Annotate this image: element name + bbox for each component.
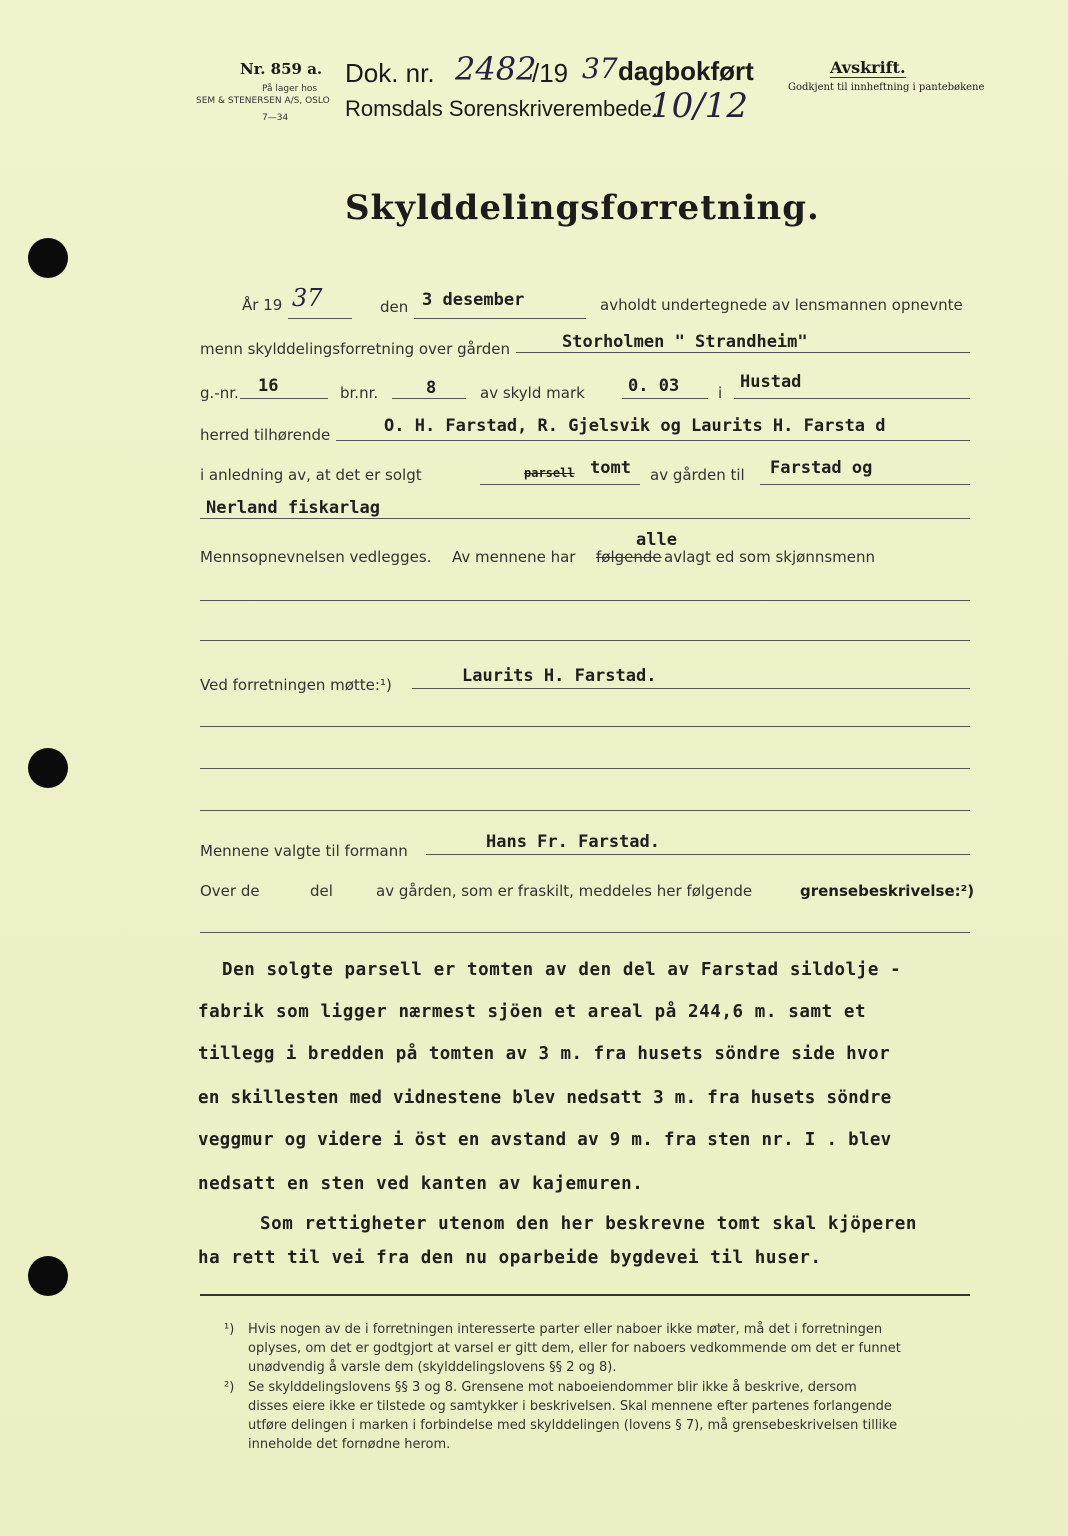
body-line-7: Som rettigheter utenom den her beskrevne tomt skal kjöperen [260,1214,918,1234]
skyld-label: av skyld mark [480,384,585,402]
publisher-line3: 7—34 [262,113,289,123]
brnr-underline [392,398,466,399]
body-line-1: Den solgte parsell er tomten av den del av Farstad sildolje - [222,960,902,980]
den-underline [414,318,586,319]
brnr-value: 8 [426,378,437,398]
i-label: i [718,384,723,402]
den-value: 3 desember [422,290,525,310]
footnote-1-line-1: Hvis nogen av de i forretningen interesserte parter eller naboer ikke møter, må det i forretningen [248,1322,883,1337]
den-label: den [380,298,409,316]
buyer-value-1: Farstad og [770,458,873,478]
publisher-line2: SEM & STENERSEN A/S, OSLO [196,96,330,106]
ar-value: 37 [292,284,323,312]
footnote-2-line-1: Se skylddelingslovens §§ 3 og 8. Grensene mot naboeiendommer blir ikke å beskrive, dersom [248,1380,857,1395]
doc-nr-value: 2482 [455,50,537,88]
publisher-line1: På lager hos [262,84,318,94]
footnote-1-marker: ¹) [224,1322,235,1337]
blank-line-1 [200,600,970,601]
alle-value: alle [636,530,677,550]
buyer-value-2: Nerland fiskarlag [206,498,380,518]
year-value: 37 [582,52,618,85]
dagbokfort-label: dagbokført [618,56,754,86]
garden-til-label: av gården til [650,466,745,484]
folgende-struck: følgende [596,548,662,566]
blank-line-2 [200,640,970,641]
fraskilt-label: av gården, som er fraskilt, meddeles her følgende [376,882,753,900]
ar-underline [288,318,352,319]
body-line-2: fabrik som ligger nærmest sjöen et areal på 244,6 m. samt et [198,1002,867,1022]
footnote-2-line-3: utføre delingen i marken i forbindelse med skylddelingen (lovens § 7), må grensebeskrivelsen tillike [248,1418,898,1433]
gnr-underline [240,398,328,399]
punch-hole-bottom [28,1256,68,1296]
av-mennene-label: Av mennene har [452,548,576,566]
footnote-2-marker: ²) [224,1380,235,1395]
body-line-6: nedsatt en sten ved kanten av kajemuren. [198,1174,644,1194]
buyer-underline-2 [200,518,970,519]
ar-label: År 19 [242,296,283,314]
blank-line-6 [200,932,970,933]
skyld-underline [622,398,708,399]
formann-label: Mennene valgte til formann [200,842,408,860]
punch-hole-top [28,238,68,278]
herred-underline [734,398,970,399]
tomt-underline [480,484,640,485]
mote-underline [412,688,970,689]
avlagt-label: avlagt ed som skjønnsmenn [664,548,876,566]
brnr-label: br.nr. [340,384,379,402]
blank-line-3 [200,726,970,727]
over-de-label: Over de [200,882,260,900]
footnote-separator [200,1294,970,1296]
page-title: Skylddelingsforretning. [345,188,820,228]
anledning-label: i anledning av, at det er solgt [200,466,422,484]
godkjent-label: Godkjent til innheftning i pantebøkene [788,82,985,93]
doc-nr-label: Dok. nr. [345,58,435,88]
gnr-label: g.-nr. [200,384,239,402]
form-number: Nr. 859 a. [240,60,323,78]
blank-line-5 [200,810,970,811]
mote-label: Ved forretningen møtte:¹) [200,676,392,694]
blank-line-4 [200,768,970,769]
del-label: del [310,882,333,900]
footnote-1-line-3: unødvendig å varsle dem (skylddelingslovens §§ 2 og 8). [248,1360,617,1375]
herred-label: herred tilhørende [200,426,331,444]
footnote-1-line-2: oplyses, om det er godtgjort at varsel er gitt dem, eller for naboers vedkommende om det er funnet [248,1341,901,1356]
mennsop-label: Mennsopnevnelsen vedlegges. [200,548,432,566]
formann-underline [426,854,970,855]
parsell-struck: parsell [524,466,575,480]
body-line-4: en skillesten med vidnestene blev nedsatt 3 m. fra husets söndre [198,1088,892,1108]
body-line-8: ha rett til vei fra den nu oparbeide bygdevei til huser. [198,1248,822,1268]
formann-value: Hans Fr. Farstad. [486,832,660,852]
garden-value: Storholmen " Strandheim" [562,332,808,352]
body-line-3: tillegg i bredden på tomten av 3 m. fra husets söndre side hvor [198,1044,891,1064]
footnote-2-line-4: inneholde det fornødne herom. [248,1437,451,1452]
office-date: 10/12 [650,86,748,126]
punch-hole-middle [28,748,68,788]
skyld-value: 0. 03 [628,376,680,396]
tomt-value: tomt [590,458,631,478]
menn-label: menn skylddelingsforretning over gården [200,340,510,358]
body-line-5: veggmur og videre i öst en avstand av 9 m. fra sten nr. I . blev [198,1130,892,1150]
avholdt-text: avholdt undertegnede av lensmannen opnevnte [600,296,963,314]
footnote-2-line-2: disses eiere ikke er tilstede og samtykker i beskrivelsen. Skal mennene efter partenes forlangende [248,1399,892,1414]
herred-value: Hustad [740,372,802,392]
garden-underline [516,352,970,353]
avskrift-label: Avskrift. [830,58,906,77]
owners-underline [336,440,970,441]
gnr-value: 16 [258,376,279,396]
owners-value: O. H. Farstad, R. Gjelsvik og Laurits H. Farsta d [384,416,886,436]
buyer-underline-1 [760,484,970,485]
mote-value: Laurits H. Farstad. [462,666,657,686]
year-prefix: /19 [532,58,569,88]
grense-label: grensebeskrivelse:²) [800,882,975,900]
office-name: Romsdals Sorenskriverembede. [345,96,659,121]
